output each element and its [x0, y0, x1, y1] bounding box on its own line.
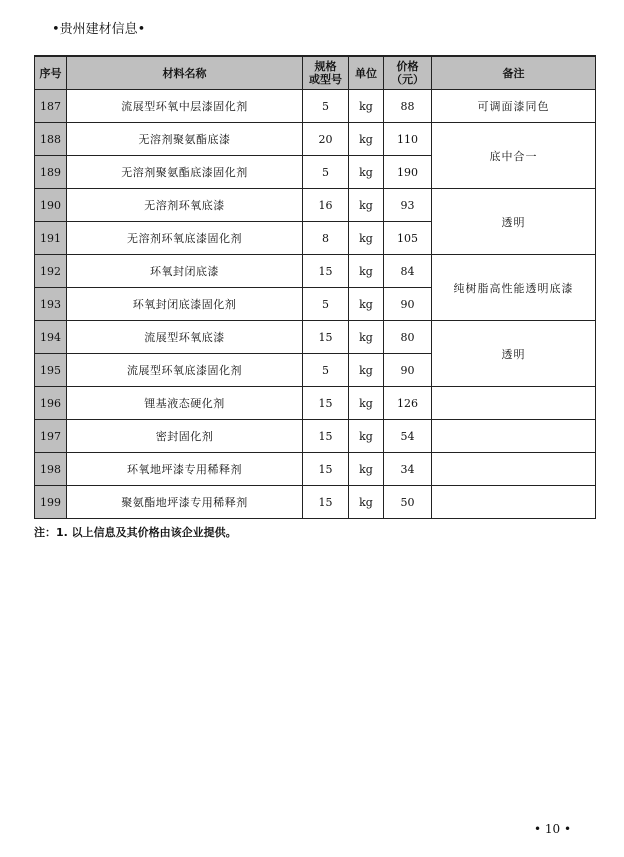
spec-value: 15 — [303, 387, 349, 420]
col-header-unit: 单位 — [349, 56, 384, 90]
page-number: • 10 • — [534, 822, 572, 836]
spec-value: 15 — [303, 255, 349, 288]
price-value: 190 — [384, 156, 432, 189]
price-value: 54 — [384, 420, 432, 453]
material-name: 环氧封闭底漆固化剂 — [67, 288, 303, 321]
price-value: 90 — [384, 288, 432, 321]
spec-value: 15 — [303, 321, 349, 354]
remark-cell: 可调面漆同色 — [432, 90, 596, 123]
unit-value: kg — [349, 255, 384, 288]
remark-cell: 纯树脂高性能透明底漆 — [432, 255, 596, 321]
row-number: 196 — [35, 387, 67, 420]
spec-value: 20 — [303, 123, 349, 156]
remark-cell — [432, 420, 596, 453]
spec-value: 5 — [303, 354, 349, 387]
unit-value: kg — [349, 453, 384, 486]
table-row — [35, 321, 596, 354]
material-name: 无溶剂聚氨酯底漆固化剂 — [67, 156, 303, 189]
spec-value: 15 — [303, 453, 349, 486]
spec-value: 15 — [303, 420, 349, 453]
spec-value: 5 — [303, 156, 349, 189]
unit-value: kg — [349, 387, 384, 420]
unit-value: kg — [349, 420, 384, 453]
remark-cell: 底中合一 — [432, 123, 596, 189]
row-number: 190 — [35, 189, 67, 222]
row-number: 189 — [35, 156, 67, 189]
table-row — [35, 486, 596, 519]
unit-value: kg — [349, 90, 384, 123]
price-value: 50 — [384, 486, 432, 519]
unit-value: kg — [349, 486, 384, 519]
unit-value: kg — [349, 354, 384, 387]
material-name: 聚氨酯地坪漆专用稀释剂 — [67, 486, 303, 519]
table-row — [35, 123, 596, 156]
unit-value: kg — [349, 222, 384, 255]
remark-cell: 透明 — [432, 189, 596, 255]
col-header-price: 价格 （元） — [384, 56, 432, 90]
remark-cell — [432, 387, 596, 420]
row-number: 193 — [35, 288, 67, 321]
remark-cell: 透明 — [432, 321, 596, 387]
row-number: 195 — [35, 354, 67, 387]
remark-cell — [432, 453, 596, 486]
unit-value: kg — [349, 123, 384, 156]
material-name: 无溶剂聚氨酯底漆 — [67, 123, 303, 156]
material-name: 流展型环氧底漆固化剂 — [67, 354, 303, 387]
price-value: 126 — [384, 387, 432, 420]
spec-value: 15 — [303, 486, 349, 519]
table-header-row — [35, 56, 596, 90]
row-number: 188 — [35, 123, 67, 156]
table-row — [35, 90, 596, 123]
row-number: 197 — [35, 420, 67, 453]
material-name: 环氧地坪漆专用稀释剂 — [67, 453, 303, 486]
row-number: 199 — [35, 486, 67, 519]
material-name: 无溶剂环氧底漆 — [67, 189, 303, 222]
material-name: 锂基液态硬化剂 — [67, 387, 303, 420]
price-table — [34, 55, 596, 519]
price-value: 93 — [384, 189, 432, 222]
material-name: 环氧封闭底漆 — [67, 255, 303, 288]
running-header: •贵州建材信息• — [52, 22, 146, 37]
table-row — [35, 420, 596, 453]
remark-cell — [432, 486, 596, 519]
spec-value: 5 — [303, 288, 349, 321]
col-header-spec: 规格 或型号 — [303, 56, 349, 90]
material-name: 流展型环氧底漆 — [67, 321, 303, 354]
price-value: 84 — [384, 255, 432, 288]
unit-value: kg — [349, 288, 384, 321]
price-value: 110 — [384, 123, 432, 156]
row-number: 192 — [35, 255, 67, 288]
col-header-material: 材料名称 — [67, 56, 303, 90]
price-value: 80 — [384, 321, 432, 354]
unit-value: kg — [349, 189, 384, 222]
spec-value: 8 — [303, 222, 349, 255]
price-value: 34 — [384, 453, 432, 486]
table-row — [35, 453, 596, 486]
price-value: 88 — [384, 90, 432, 123]
spec-value: 5 — [303, 90, 349, 123]
spec-value: 16 — [303, 189, 349, 222]
unit-value: kg — [349, 321, 384, 354]
col-header-remark: 备注 — [432, 56, 596, 90]
row-number: 198 — [35, 453, 67, 486]
material-name: 无溶剂环氧底漆固化剂 — [67, 222, 303, 255]
material-name: 流展型环氧中层漆固化剂 — [67, 90, 303, 123]
row-number: 191 — [35, 222, 67, 255]
price-value: 90 — [384, 354, 432, 387]
table-row — [35, 189, 596, 222]
table-row — [35, 387, 596, 420]
row-number: 187 — [35, 90, 67, 123]
row-number: 194 — [35, 321, 67, 354]
material-name: 密封固化剂 — [67, 420, 303, 453]
unit-value: kg — [349, 156, 384, 189]
price-value: 105 — [384, 222, 432, 255]
footnote: 注：1. 以上信息及其价格由该企业提供。 — [34, 526, 237, 539]
col-header-number: 序号 — [35, 56, 67, 90]
table-row — [35, 255, 596, 288]
